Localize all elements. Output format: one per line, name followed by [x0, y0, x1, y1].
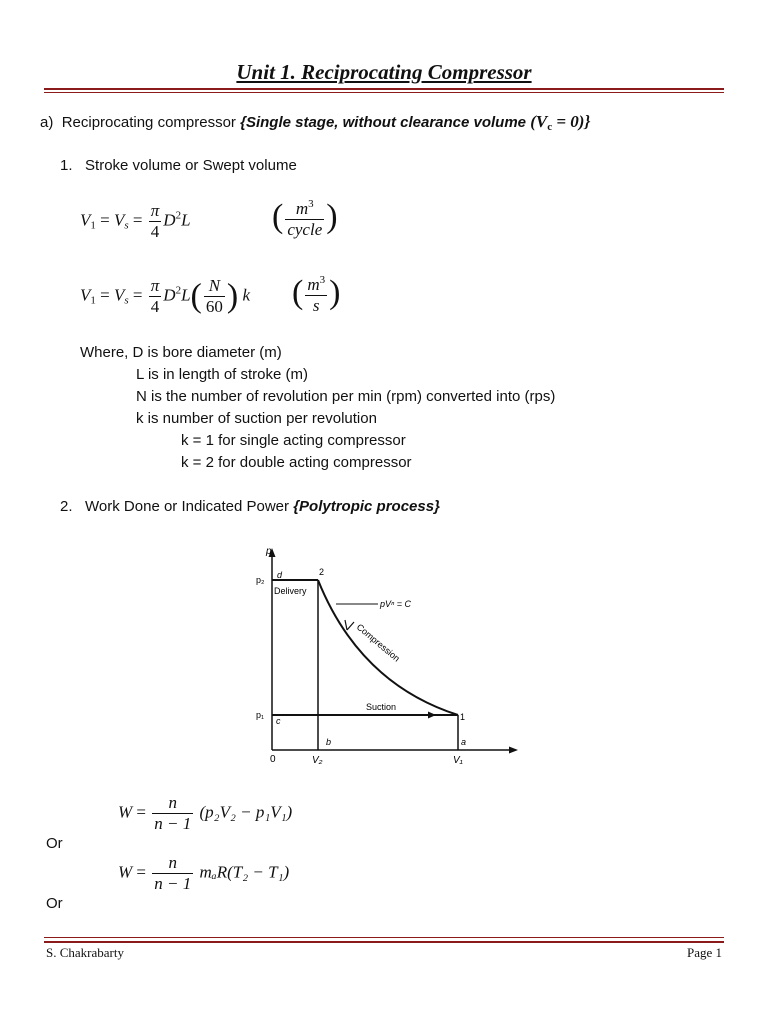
n-symbol: N	[204, 276, 225, 297]
k-symbol: k	[242, 285, 250, 305]
n-num-2: n	[152, 853, 193, 874]
d-symbol-2: D	[163, 285, 176, 305]
pv-diagram	[250, 540, 530, 770]
unit-sup-2: 3	[319, 274, 326, 286]
n-den: n − 1	[154, 814, 192, 833]
pi-over-4-2	[149, 276, 162, 317]
n-num: n	[152, 793, 193, 814]
unit-s: s	[312, 296, 320, 315]
item2-number: 2.	[60, 498, 73, 515]
sixty: 60	[205, 297, 223, 316]
pi: π	[150, 201, 160, 220]
point-c-label: c	[276, 716, 281, 726]
compression-label: Compression	[354, 621, 402, 664]
vs-sub-2: s	[124, 294, 129, 307]
unit-m-2: m	[307, 275, 320, 294]
item2-title: Work Done or Indicated Power	[85, 498, 290, 515]
section-marker: a)	[40, 114, 54, 131]
where-line-1: Where, D is bore diameter (m)	[80, 344, 282, 361]
n-over-n-minus-1	[152, 793, 193, 834]
v1-symbol-2: V	[80, 285, 91, 305]
n-den-2: n − 1	[154, 874, 192, 893]
origin-label: 0	[270, 754, 276, 765]
l-symbol: L	[181, 210, 191, 230]
p2-label: p₂	[256, 575, 265, 585]
unit-m: m	[295, 199, 309, 218]
v1-label: V₁	[453, 755, 463, 766]
vs-sub: s	[124, 219, 129, 232]
n-over-60	[204, 276, 225, 317]
volume-rate-equation: $V_1 = Vs$ = $\frac{\pi}{4}$ $D^2L$( $\frac{N}{60}$ ) k	[80, 276, 250, 316]
four-2: 4	[150, 297, 160, 316]
point-d-label: d	[277, 570, 283, 580]
point-2-label: 2	[319, 567, 325, 577]
p1-label: p₁	[256, 710, 265, 720]
where-line-4: k is number of suction per revolution	[136, 410, 377, 427]
curve-arrow-b	[345, 620, 347, 630]
section-a-heading	[40, 112, 590, 133]
point-a-label: a	[461, 737, 467, 747]
v1-sub: 1	[90, 219, 96, 232]
pi-2: π	[150, 276, 160, 295]
four: 4	[150, 222, 160, 241]
item2-emphasis: {Polytropic process}	[293, 498, 440, 515]
law-label: pVⁿ = C	[380, 599, 412, 609]
l-symbol-2: L	[181, 285, 191, 305]
work-equation-pressure: W = $\frac{n}{n - 1}$ (p₂V₂ − p₁V₁)	[118, 793, 293, 833]
where-line-5: k = 1 for single acting compressor	[181, 432, 406, 449]
section-text: Reciprocating compressor	[61, 114, 236, 131]
point-b-label: b	[326, 737, 332, 747]
item2-heading	[60, 498, 440, 515]
pressure-volume-term: (p₂V₂ − p₁V₁)	[199, 802, 293, 822]
unit-per-second: ( $\frac{m^3}{s}$ )	[292, 270, 340, 316]
unit-sup: 3	[308, 198, 314, 210]
section-emphasis: {Single stage, without clearance volume	[240, 114, 527, 131]
v1-symbol: V	[80, 210, 91, 230]
footer-rule	[44, 941, 724, 943]
p-axis-label: p	[266, 546, 272, 557]
point-1-label: 1	[460, 712, 466, 722]
v2-label: V₂	[312, 755, 323, 766]
work-equation-temperature: W = $\frac{n}{n - 1}$ mₐR(T₂ − T₁)	[118, 853, 290, 893]
curve-arrow-a	[347, 622, 354, 630]
pi-over-4	[149, 201, 162, 242]
stroke-volume-equation: $V_1 = Vs$ = $\frac{\pi}{4}$ $D^2L$	[80, 201, 191, 241]
footer-rule-thin	[44, 937, 724, 938]
vs-symbol: V	[113, 210, 125, 230]
footer-author: S. Chakrabarty	[46, 945, 124, 960]
v-axis-arrow	[509, 747, 518, 754]
vc-open: (V	[530, 112, 548, 131]
vc-eq: = 0)}	[552, 112, 591, 131]
vc-sub: c	[547, 121, 553, 133]
suction-label: Suction	[366, 702, 397, 712]
v1-sub-2: 1	[90, 294, 96, 307]
item1-title: Stroke volume or Swept volume	[85, 157, 297, 174]
where-line-2: L is in length of stroke (m)	[136, 366, 309, 383]
delivery-label: Delivery	[274, 586, 307, 596]
w-symbol-2: W	[118, 862, 133, 882]
item1-number: 1.	[60, 157, 73, 174]
d-sq: 2	[175, 209, 182, 222]
header-rule	[44, 88, 724, 90]
vs-symbol-2: V	[113, 285, 125, 305]
d-sq-2: 2	[175, 284, 182, 297]
where-line-6: k = 2 for double acting compressor	[181, 454, 412, 471]
page-title: Unit 1. Reciprocating Compressor	[236, 60, 532, 84]
footer-page-number: Page 1	[686, 945, 722, 960]
suction-arrow	[428, 712, 436, 719]
or-text-2: Or	[46, 895, 63, 912]
w-symbol: W	[118, 802, 133, 822]
n-over-n-minus-1-2	[152, 853, 193, 894]
mass-temperature-term: mₐR(T₂ − T₁)	[199, 862, 290, 882]
item1-heading	[60, 157, 297, 174]
or-text-1: Or	[46, 835, 63, 852]
d-symbol: D	[163, 210, 176, 230]
where-line-3: N is the number of revolution per min (rpm) converted into (rps)	[136, 388, 556, 405]
unit-per-cycle: ( $\frac{m^3}{\text{cycle}}$ )	[272, 194, 338, 240]
header-rule-thin	[44, 92, 724, 93]
unit-cycle: cycle	[287, 220, 323, 239]
